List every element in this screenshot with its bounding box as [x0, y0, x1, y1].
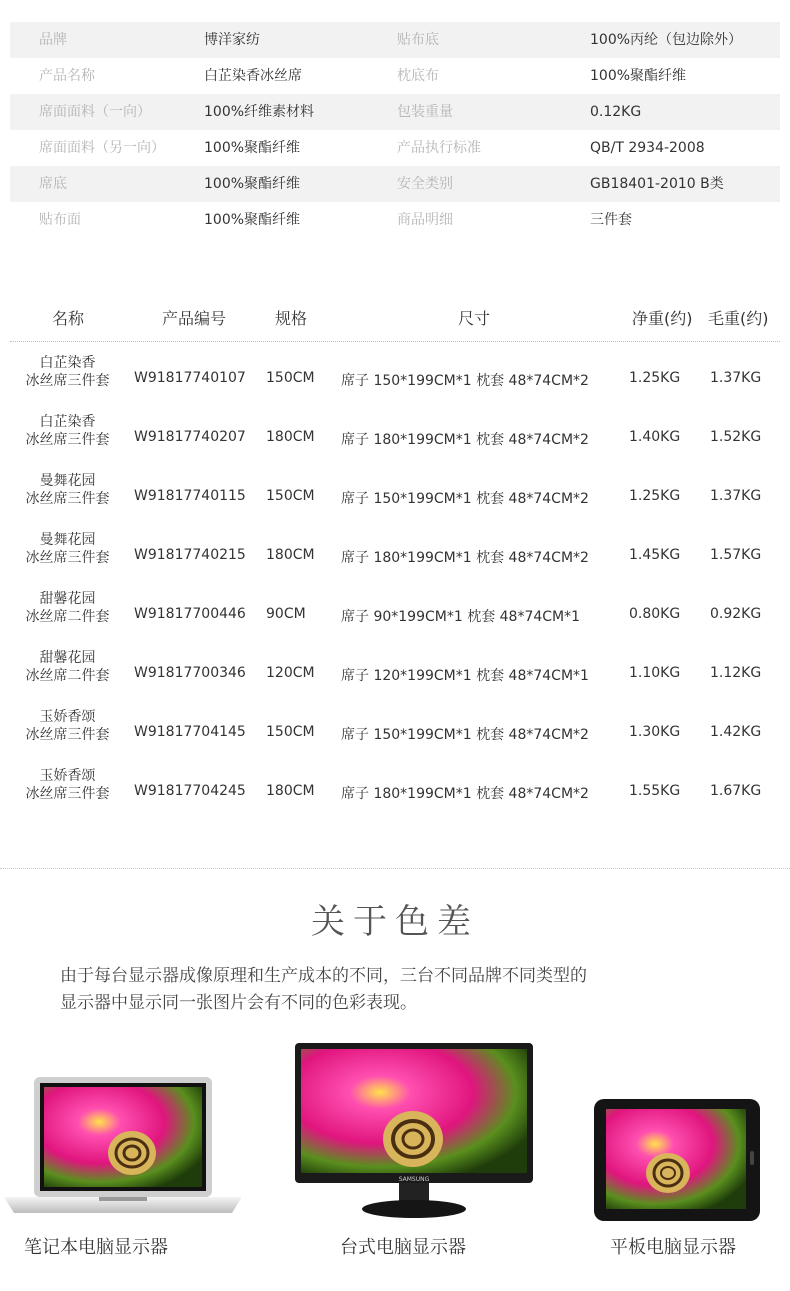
- product-code: W91817704245: [134, 783, 246, 799]
- product-size: 席子 120*199CM*1 枕套 48*74CM*1: [341, 668, 589, 684]
- product-name: 曼舞花园 冰丝席三件套: [25, 532, 110, 566]
- spec-value: 100%聚酯纤维: [204, 176, 301, 192]
- col-code-header: 产品编号: [162, 309, 227, 328]
- product-gross-weight: 1.12KG: [710, 665, 762, 681]
- spec-key: 席面面料（另一向）: [39, 140, 165, 156]
- product-name: 曼舞花园 冰丝席三件套: [25, 473, 110, 507]
- spec-value: 100%聚酯纤维: [204, 140, 301, 156]
- spec-value: 100%丙纶（包边除外）: [590, 32, 743, 48]
- product-name: 白芷染香 冰丝席三件套: [25, 414, 110, 448]
- product-gross-weight: 1.57KG: [710, 547, 762, 563]
- product-table-body: [10, 342, 780, 814]
- product-spec: 150CM: [266, 724, 315, 740]
- product-spec: 180CM: [266, 429, 315, 445]
- spec-value: 100%聚酯纤维: [204, 212, 301, 228]
- col-gross-header: 毛重(约): [708, 309, 769, 328]
- spec-row: [10, 130, 780, 166]
- spec-key: 安全类别: [397, 176, 453, 192]
- product-code: W91817700346: [134, 665, 246, 681]
- product-gross-weight: 0.92KG: [710, 606, 762, 622]
- product-net-weight: 1.45KG: [629, 547, 681, 563]
- product-net-weight: 1.55KG: [629, 783, 681, 799]
- spec-value: 100%纤维素材料: [204, 104, 315, 120]
- col-net-header: 净重(约): [632, 309, 693, 328]
- product-name: 白芷染香 冰丝席三件套: [25, 355, 110, 389]
- spec-row: [10, 202, 780, 238]
- product-size: 席子 180*199CM*1 枕套 48*74CM*2: [341, 432, 589, 448]
- desktop-label: 台式电脑显示器: [340, 1237, 466, 1258]
- color-diff-line: 由于每台显示器成像原理和生产成本的不同，三台不同品牌不同类型的: [60, 966, 587, 986]
- product-code: W91817740115: [134, 488, 246, 504]
- product-code: W91817704145: [134, 724, 246, 740]
- laptop-label: 笔记本电脑显示器: [24, 1237, 168, 1258]
- table-row: [10, 342, 780, 401]
- spec-value: QB/T 2934-2008: [590, 140, 705, 156]
- spec-row: [10, 166, 780, 202]
- spec-key: 产品执行标准: [397, 140, 481, 156]
- color-diff-description: [60, 963, 740, 1017]
- spec-value: 白芷染香冰丝席: [204, 68, 302, 84]
- product-size: 席子 150*199CM*1 枕套 48*74CM*2: [341, 373, 589, 389]
- tablet-illustration: [592, 1097, 764, 1225]
- table-row: [10, 460, 780, 519]
- product-table-header: [10, 300, 780, 334]
- product-net-weight: 1.25KG: [629, 488, 681, 504]
- product-gross-weight: 1.67KG: [710, 783, 762, 799]
- col-size-header: 尺寸: [458, 309, 491, 328]
- spec-value: 三件套: [590, 212, 632, 228]
- tablet-label: 平板电脑显示器: [610, 1237, 736, 1258]
- product-spec: 180CM: [266, 547, 315, 563]
- product-spec: 90CM: [266, 606, 306, 622]
- product-code: W91817700446: [134, 606, 246, 622]
- spec-key: 席底: [39, 176, 67, 192]
- section-divider: [0, 868, 790, 869]
- product-spec: 150CM: [266, 488, 315, 504]
- spec-key: 包装重量: [397, 104, 453, 120]
- product-size: 席子 150*199CM*1 枕套 48*74CM*2: [341, 727, 589, 743]
- product-gross-weight: 1.37KG: [710, 370, 762, 386]
- spec-value: 0.12KG: [590, 104, 642, 120]
- product-name: 甜馨花园 冰丝席二件套: [25, 591, 110, 625]
- spec-row: [10, 22, 780, 58]
- product-name: 甜馨花园 冰丝席二件套: [25, 650, 110, 684]
- table-row: [10, 578, 780, 637]
- spec-key: 贴布面: [39, 212, 81, 228]
- product-size: 席子 180*199CM*1 枕套 48*74CM*2: [341, 550, 589, 566]
- spec-key: 品牌: [39, 32, 67, 48]
- table-row: [10, 519, 780, 578]
- product-net-weight: 1.10KG: [629, 665, 681, 681]
- product-spec: 180CM: [266, 783, 315, 799]
- spec-value: 博洋家纺: [204, 32, 260, 48]
- product-net-weight: 1.25KG: [629, 370, 681, 386]
- table-row: [10, 696, 780, 755]
- spec-value: GB18401-2010 B类: [590, 176, 724, 192]
- spec-key: 产品名称: [39, 68, 95, 84]
- product-size: 席子 180*199CM*1 枕套 48*74CM*2: [341, 786, 589, 802]
- product-name: 玉娇香颂 冰丝席三件套: [25, 768, 110, 802]
- laptop-illustration: [4, 1075, 244, 1225]
- spec-value: 100%聚酯纤维: [590, 68, 687, 84]
- product-spec: 120CM: [266, 665, 315, 681]
- color-diff-title: 关于色差: [311, 902, 479, 942]
- spec-row: [10, 58, 780, 94]
- product-gross-weight: 1.37KG: [710, 488, 762, 504]
- product-code: W91817740207: [134, 429, 246, 445]
- spec-key: 贴布底: [397, 32, 439, 48]
- table-row: [10, 755, 780, 814]
- product-code: W91817740107: [134, 370, 246, 386]
- table-row: [10, 401, 780, 460]
- spec-key: 席面面料（一向）: [39, 104, 151, 120]
- spec-key: 枕底布: [397, 68, 439, 84]
- product-gross-weight: 1.42KG: [710, 724, 762, 740]
- col-spec-header: 规格: [275, 309, 308, 328]
- product-size: 席子 150*199CM*1 枕套 48*74CM*2: [341, 491, 589, 507]
- product-net-weight: 0.80KG: [629, 606, 681, 622]
- spec-row: [10, 94, 780, 130]
- product-code: W91817740215: [134, 547, 246, 563]
- spec-key: 商品明细: [397, 212, 453, 228]
- spec-table: [10, 22, 780, 238]
- product-size: 席子 90*199CM*1 枕套 48*74CM*1: [341, 609, 581, 625]
- product-name: 玉娇香颂 冰丝席三件套: [25, 709, 110, 743]
- table-row: [10, 637, 780, 696]
- product-net-weight: 1.30KG: [629, 724, 681, 740]
- monitor-brand-logo: SAMSUNG: [398, 1176, 430, 1183]
- product-gross-weight: 1.52KG: [710, 429, 762, 445]
- color-diff-line: 显示器中显示同一张图片会有不同的色彩表现。: [60, 993, 417, 1013]
- product-net-weight: 1.40KG: [629, 429, 681, 445]
- desktop-monitor-illustration: [295, 1043, 535, 1223]
- product-spec: 150CM: [266, 370, 315, 386]
- col-name-header: 名称: [52, 309, 85, 328]
